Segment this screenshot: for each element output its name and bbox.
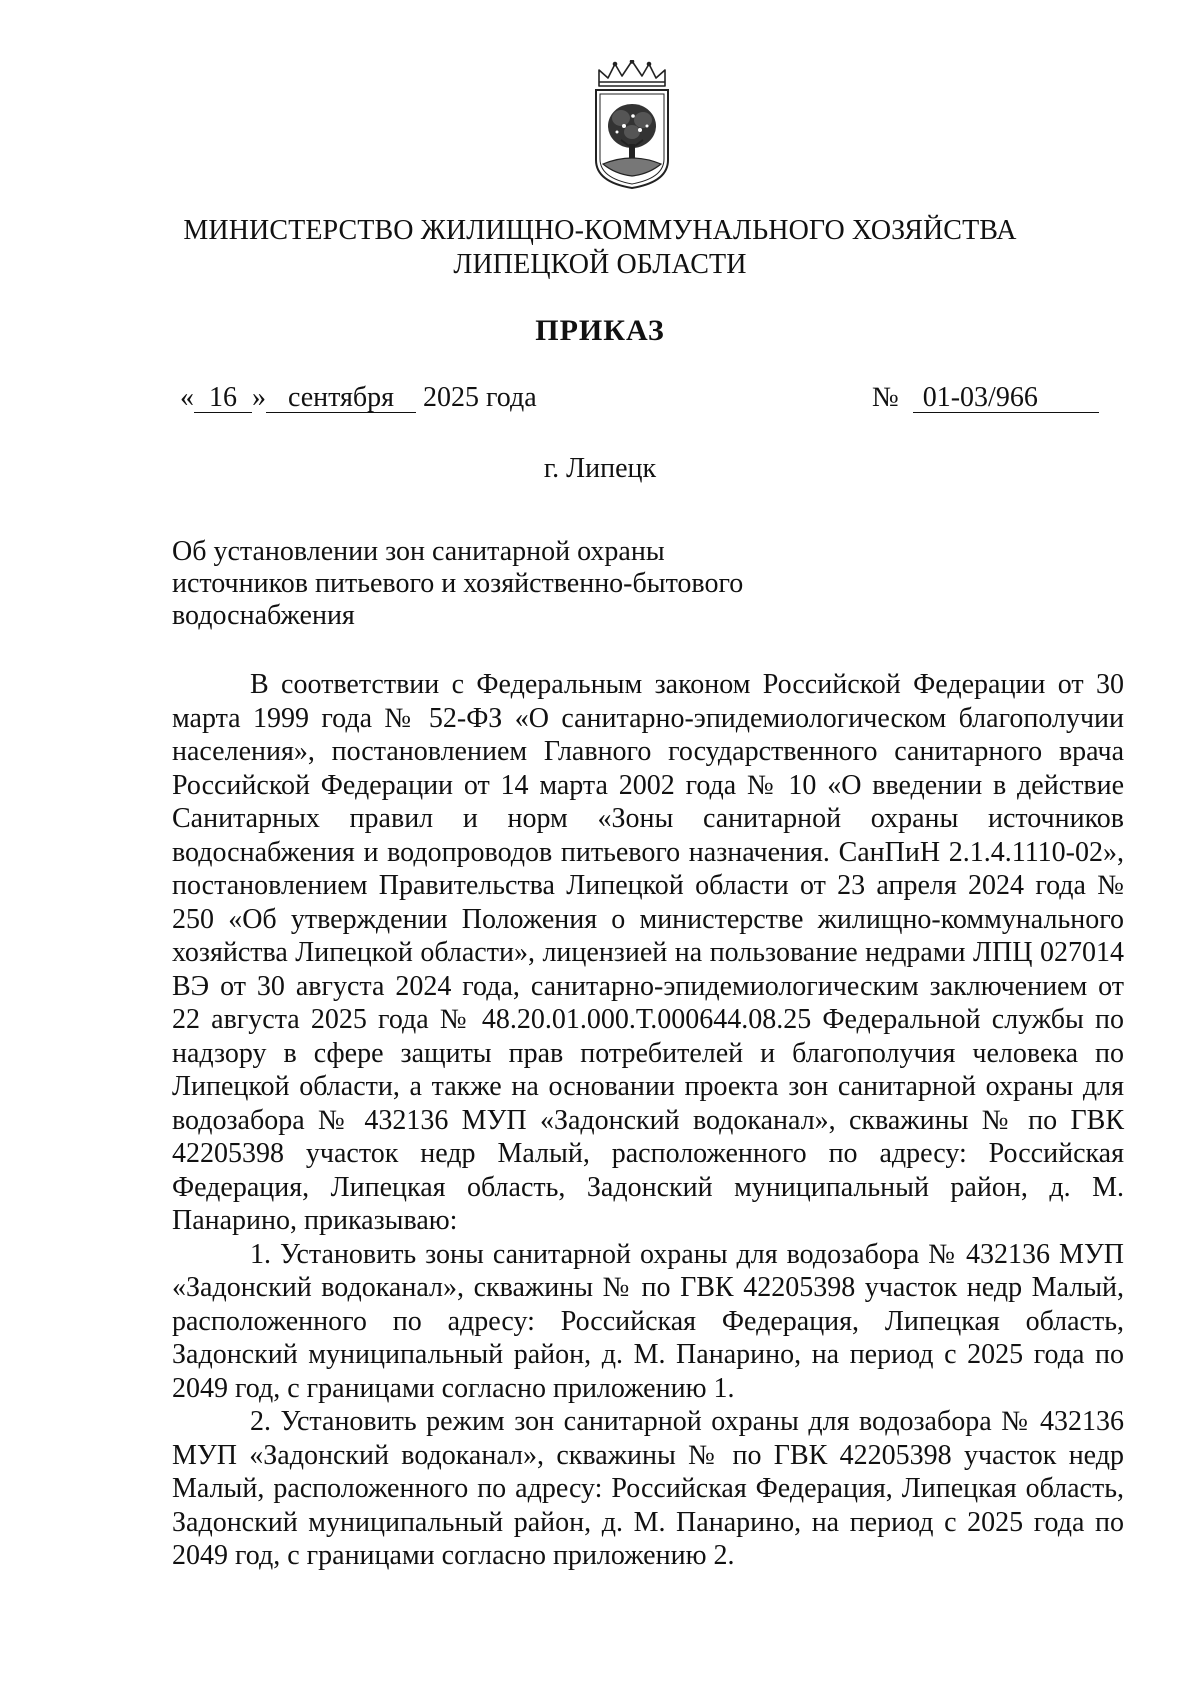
- subject-line1: Об установлении зон санитарной охраны: [172, 536, 665, 567]
- date-year: 2025 года: [423, 382, 537, 413]
- order-number: [872, 382, 1099, 414]
- ministry-name: [0, 214, 1200, 282]
- item-2-paragraph: 2. Установить режим зон санитарной охраны для водозабора № 432136 МУП «Задонский водоканал», скважины № по ГВК 42205398 участок недр Малый, расположенного по адресу: Российская Федерация, Липецкая область, Задонский муниципальный район, д. М. Панарино, на период с 2025 года по 2049 год, с границами согласно приложению 2.: [172, 1406, 1124, 1571]
- ministry-name-line2: ЛИПЕЦКОЙ ОБЛАСТИ: [453, 249, 747, 280]
- order-subject: [172, 536, 772, 632]
- date-day: 16: [194, 384, 252, 413]
- order-number-value: 01-03/966: [913, 384, 1099, 413]
- city-name: г. Липецк: [543, 453, 657, 484]
- date-month: сентября: [266, 384, 416, 413]
- order-body: [172, 668, 1124, 1573]
- item-1-paragraph: 1. Установить зоны санитарной охраны для водозабора № 432136 МУП «Задонский водоканал», скважины № по ГВК 42205398 участок недр Малый, расположенного по адресу: Российская Федерация, Липецкая область, Задонский муниципальный район, д. М. Панарино, на период с 2025 года по 2049 год, с границами согласно приложению 1.: [172, 1238, 1124, 1404]
- subject-line3: водоснабжения: [172, 600, 355, 631]
- ministry-name-line1: МИНИСТЕРСТВО ЖИЛИЩНО-КОММУНАЛЬНОГО ХОЗЯЙСТВА: [183, 215, 1017, 246]
- coat-of-arms-emblem: [591, 60, 673, 190]
- subject-line2: источников питьевого и хозяйственно-бытового: [172, 568, 744, 599]
- preamble-paragraph: В соответствии с Федеральным законом Российской Федерации от 30 марта 1999 года № 52-ФЗ «О санитарно-эпидемиологическом благополучии населения», постановлением Главного государственного санитарного врача Российской Федерации от 14 марта 2002 года № 10 «О введении в действие Санитарных правил и норм «Зоны санитарной охраны источников водоснабжения и водопроводов питьевого назначения. СанПиН 2.1.4.1110-02», постановлением Правительства Липецкой области от 23 апреля 2024 года № 250 «Об утверждении Положения о министерстве жилищно-коммунального хозяйства Липецкой области», лицензией на пользование недрами ЛПЦ 027014 ВЭ от 30 августа 2024 года, санитарно-эпидемиологическим заключением от 22 августа 2025 года № 48.20.01.000.Т.000644.08.25 Федеральной службы по надзору в сфере защиты прав потребителей и благополучия человека по Липецкой области, а также на основании проекта зон санитарной охраны для водозабора № 432136 МУП «Задонский водоканал», скважины № по ГВК 42205398 участок недр Малый, расположенного по адресу: Российская Федерация, Липецкая область, Задонский муниципальный район, д. М. Панарино, приказываю:: [172, 669, 1124, 1236]
- hill-icon: [603, 158, 661, 176]
- number-sign: №: [872, 382, 899, 413]
- date-open-quote: «: [180, 382, 194, 413]
- date-close-quote: »: [252, 382, 266, 413]
- order-title: ПРИКАЗ: [535, 314, 665, 347]
- order-date: [180, 382, 537, 414]
- crown-icon: [599, 60, 665, 86]
- oak-tree-icon: [608, 104, 656, 160]
